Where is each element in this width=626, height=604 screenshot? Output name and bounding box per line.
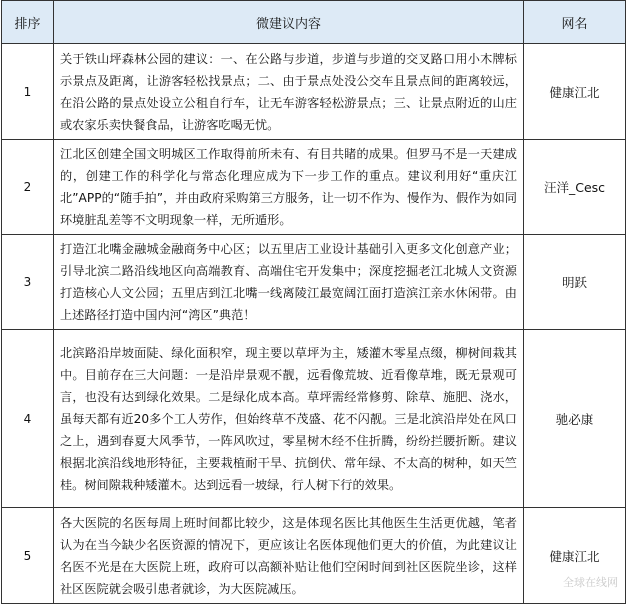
row-rank: 3 [2, 235, 54, 330]
row-rank: 2 [2, 140, 54, 235]
table-row [2, 235, 626, 330]
header-rank: 排序 [2, 1, 54, 44]
table-row [2, 508, 626, 604]
row-username: 健康江北 [524, 44, 626, 140]
row-username: 驰必康 [524, 330, 626, 508]
header-content: 微建议内容 [54, 1, 524, 44]
table-row [2, 330, 626, 508]
row-content: 打造江北嘴金融城金融商务中心区；以五里店工业设计基础引入更多文化创意产业；引导北滨二路沿线地区向高端教育、高端住宅开发集中；深度挖掘老江北城人文资源打造核心人文公园；五里店到江北嘴一线离陵江最宽阔江面打造滨江亲水休闲带。由上述路径打造中国内河“湾区”典范！ [54, 235, 524, 330]
row-content: 关于铁山坪森林公园的建议：一、在公路与步道，步道与步道的交叉路口用小木牌标示景点及距离，让游客轻松找景点；二、由于景点处没公交车且景点间的距离较远，在沿公路的景点处设立公租自行车，让无车游客轻松游景点；三、让景点附近的山庄或农家乐卖快餐食品，让游客吃喝无忧。 [54, 44, 524, 140]
row-rank: 1 [2, 44, 54, 140]
table-row [2, 44, 626, 140]
table-header-row [2, 1, 626, 44]
suggestions-table [1, 0, 626, 604]
watermark: 全球在线网 [563, 576, 618, 589]
row-content: 江北区创建全国文明城区工作取得前所未有、有目共睹的成果。但罗马不是一天建成的，创建工作的科学化与常态化理应成为下一步工作的重点。建议利用好“重庆江北”APP的“随手拍”，并由政府采购第三方服务，让一切不作为、慢作为、假作为如同环境脏乱差等不文明现象一样，无所遁形。 [54, 140, 524, 235]
row-content: 北滨路沿岸坡面陡、绿化面积窄，现主要以草坪为主，矮灌木零星点缀，柳树间栽其中。目前存在三大问题：一是沿岸景观不靓，远看像荒坡、近看像草堆，既无景观可言，也没有达到绿化效果。二是绿化成本高。草坪需经常修剪、除草、施肥、浇水，虽每天都有近20多个工人劳作，但始终草不茂盛、花不闪靓。三是北滨沿岸处在风口之上，遇到春夏大风季节，一阵风吹过，零星树木经不住折腾，纷纷拦腰折断。建议根据北滨沿线地形特征，主要栽植耐干旱、抗倒伏、常年绿、不太高的树种，如天竺桂。树间隙栽种矮灌木。达到远看一坡绿，行人树下行的效果。 [54, 330, 524, 508]
row-username: 明跃 [524, 235, 626, 330]
row-rank: 4 [2, 330, 54, 508]
row-username: 健康江北 [524, 508, 626, 604]
row-username: 汪洋_Cesc [524, 140, 626, 235]
header-name: 网名 [524, 1, 626, 44]
row-content: 各大医院的名医每周上班时间都比较少，这是体现名医比其他医生生活更优越，笔者认为在当今缺少名医资源的情况下，更应该让名医体现他们更大的价值，为此建议让名医不光是在大医院上班，政府可以高额补贴让他们空闲时间到社区医院坐诊，这样社区医院就会吸引患者就诊，为大医院减压。 [54, 508, 524, 604]
table-row [2, 140, 626, 235]
row-rank: 5 [2, 508, 54, 604]
